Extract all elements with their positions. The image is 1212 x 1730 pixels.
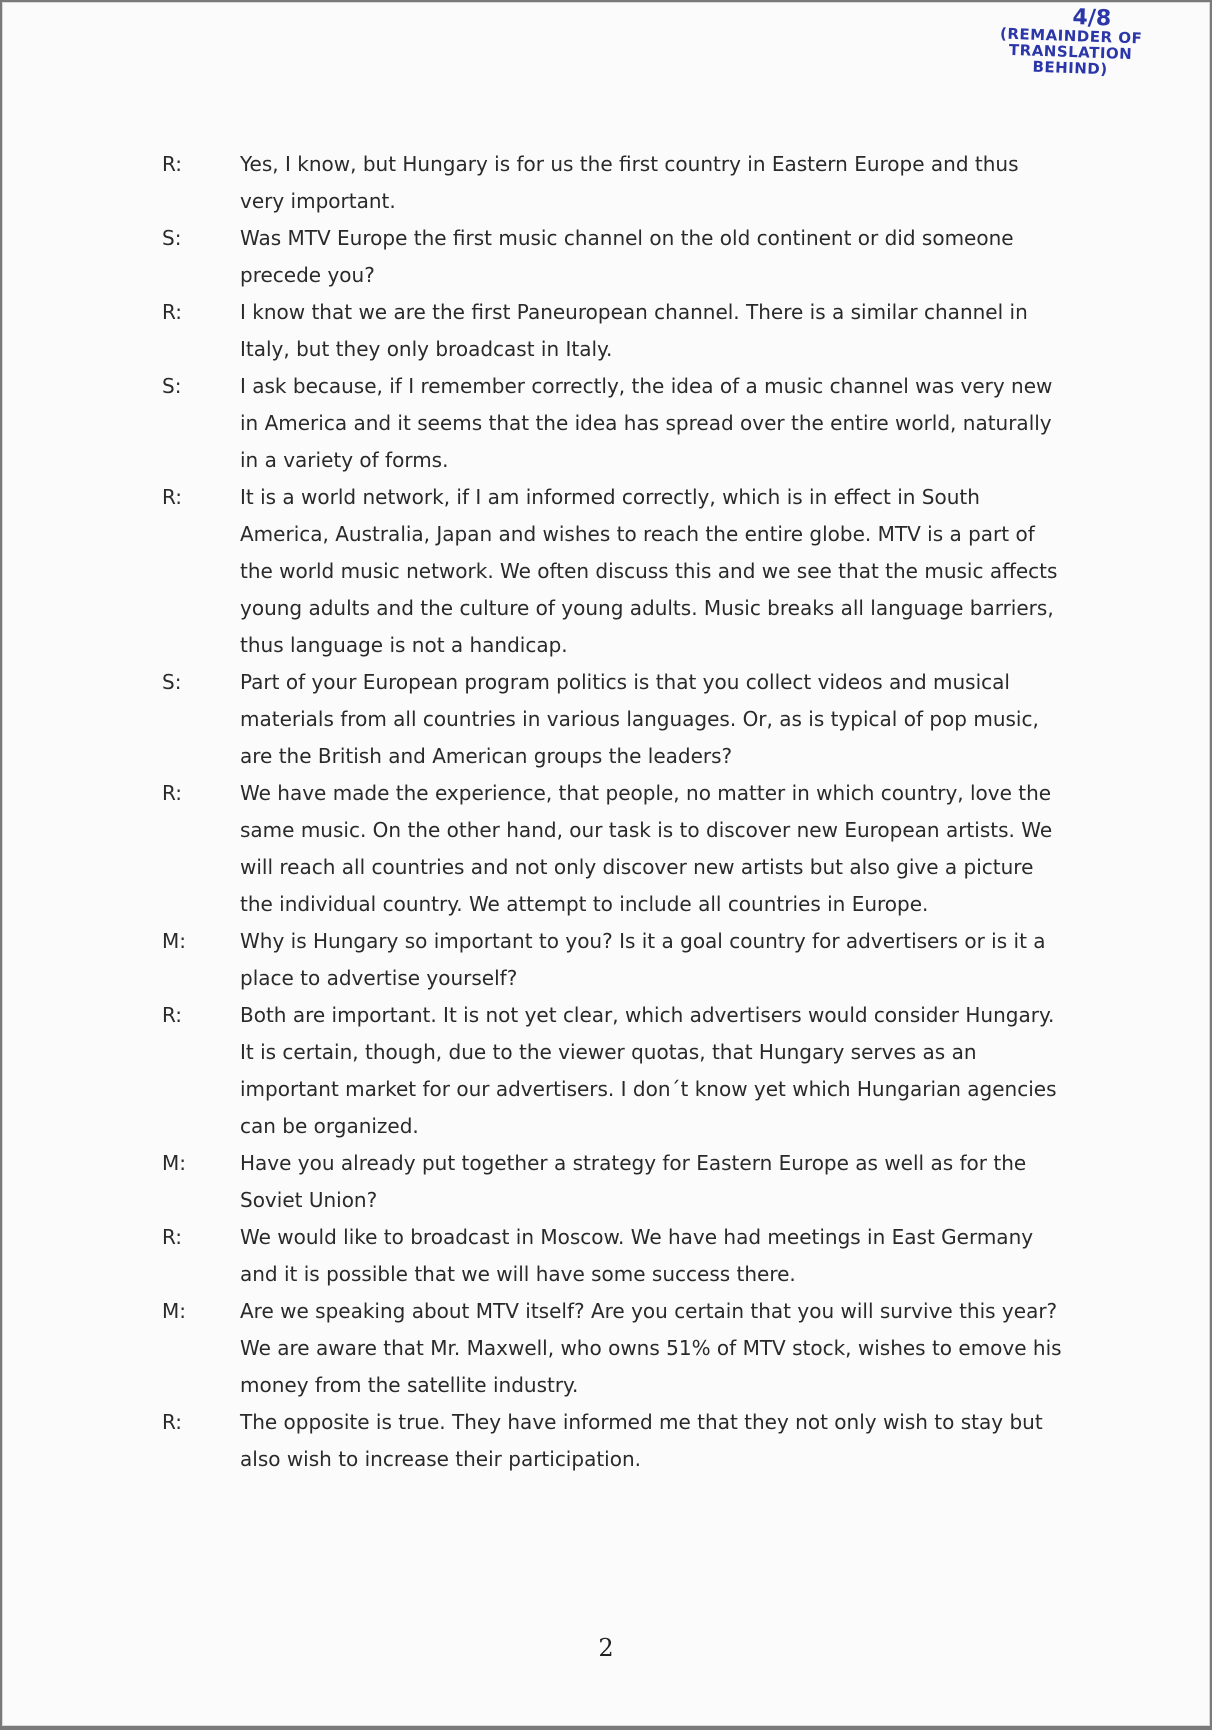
speech-text: Was MTV Europe the first music channel on the old continent or did someone precede you? xyxy=(240,226,1014,287)
speech-text: Yes, I know, but Hungary is for us the first country in Eastern Europe and thus very important. xyxy=(240,152,1019,213)
speech-text: Are we speaking about MTV itself? Are you certain that you will survive this year? We are aware that Mr. Maxwell, who owns 51% of MTV stock, wishes to emove his money from the satellite industry. xyxy=(240,1299,1062,1397)
speaker-label: R: xyxy=(162,485,183,509)
speech-text: I ask because, if I remember correctly, the idea of a music channel was very new in America and it seems that the idea has spread over the entire world, naturally in a variety of forms. xyxy=(240,374,1053,472)
transcript-entry xyxy=(162,146,1062,220)
speaker-label: S: xyxy=(162,226,182,250)
speech-text: The opposite is true. They have informed me that they not only wish to stay but also wish to increase their participation. xyxy=(240,1410,1043,1471)
speaker-label: R: xyxy=(162,1410,183,1434)
speech-text: Have you already put together a strategy for Eastern Europe as well as for the Soviet Union? xyxy=(240,1151,1027,1212)
transcript-entry xyxy=(162,997,1062,1145)
transcript-entry xyxy=(162,1404,1062,1478)
transcript-entry xyxy=(162,479,1062,664)
interview-transcript xyxy=(162,146,1062,1478)
speech-text: Why is Hungary so important to you? Is it a goal country for advertisers or is it a place to advertise yourself? xyxy=(240,929,1046,990)
speaker-label: S: xyxy=(162,374,182,398)
speech-text: It is a world network, if I am informed correctly, which is in effect in South America, Australia, Japan and wishes to reach the entire globe. MTV is a part of the world music network. We often discuss this and we see that the music affects young adults and the culture of young adults. Music breaks all language barriers, thus language is not a handicap. xyxy=(240,485,1058,657)
speech-text: I know that we are the first Paneuropean channel. There is a similar channel in Italy, but they only broadcast in Italy. xyxy=(240,300,1028,361)
transcript-entry xyxy=(162,1293,1062,1404)
document-page xyxy=(2,2,1210,1726)
transcript-entry xyxy=(162,923,1062,997)
speaker-label: M: xyxy=(162,929,186,953)
speaker-label: R: xyxy=(162,152,183,176)
speaker-label: S: xyxy=(162,670,182,694)
transcript-entry xyxy=(162,775,1062,923)
speaker-label: R: xyxy=(162,1003,183,1027)
speech-text: Both are important. It is not yet clear, which advertisers would consider Hungary. It is certain, though, due to the viewer quotas, that Hungary serves as an important market for our advertisers. I don´t know yet which Hungarian agencies can be organized. xyxy=(240,1003,1057,1138)
handwritten-note-line-1: (REMAINDER OF TRANSLATION xyxy=(999,24,1143,63)
transcript-entry xyxy=(162,1145,1062,1219)
speech-text: We have made the experience, that people, no matter in which country, love the same music. On the other hand, our task is to discover new European artists. We will reach all countries and not only discover new artists but also give a picture the individual country. We attempt to include all countries in Europe. xyxy=(240,781,1053,916)
speaker-label: M: xyxy=(162,1299,186,1323)
speaker-label: R: xyxy=(162,300,183,324)
speaker-label: R: xyxy=(162,781,183,805)
transcript-entry xyxy=(162,220,1062,294)
handwritten-note-line-2: BEHIND) xyxy=(1032,57,1108,78)
speaker-label: R: xyxy=(162,1225,183,1249)
transcript-entry xyxy=(162,368,1062,479)
page-number: 2 xyxy=(598,1634,614,1662)
speech-text: Part of your European program politics is that you collect videos and musical materials from all countries in various languages. Or, as is typical of pop music, are the British and American groups the leaders? xyxy=(240,670,1039,768)
speech-text: We would like to broadcast in Moscow. We have had meetings in East Germany and it is possible that we will have some success there. xyxy=(240,1225,1034,1286)
handwritten-note xyxy=(935,2,1207,81)
speaker-label: M: xyxy=(162,1151,186,1175)
handwritten-page-count: 4/8 xyxy=(1072,5,1112,32)
transcript-entry xyxy=(162,1219,1062,1293)
transcript-entry xyxy=(162,664,1062,775)
transcript-entry xyxy=(162,294,1062,368)
